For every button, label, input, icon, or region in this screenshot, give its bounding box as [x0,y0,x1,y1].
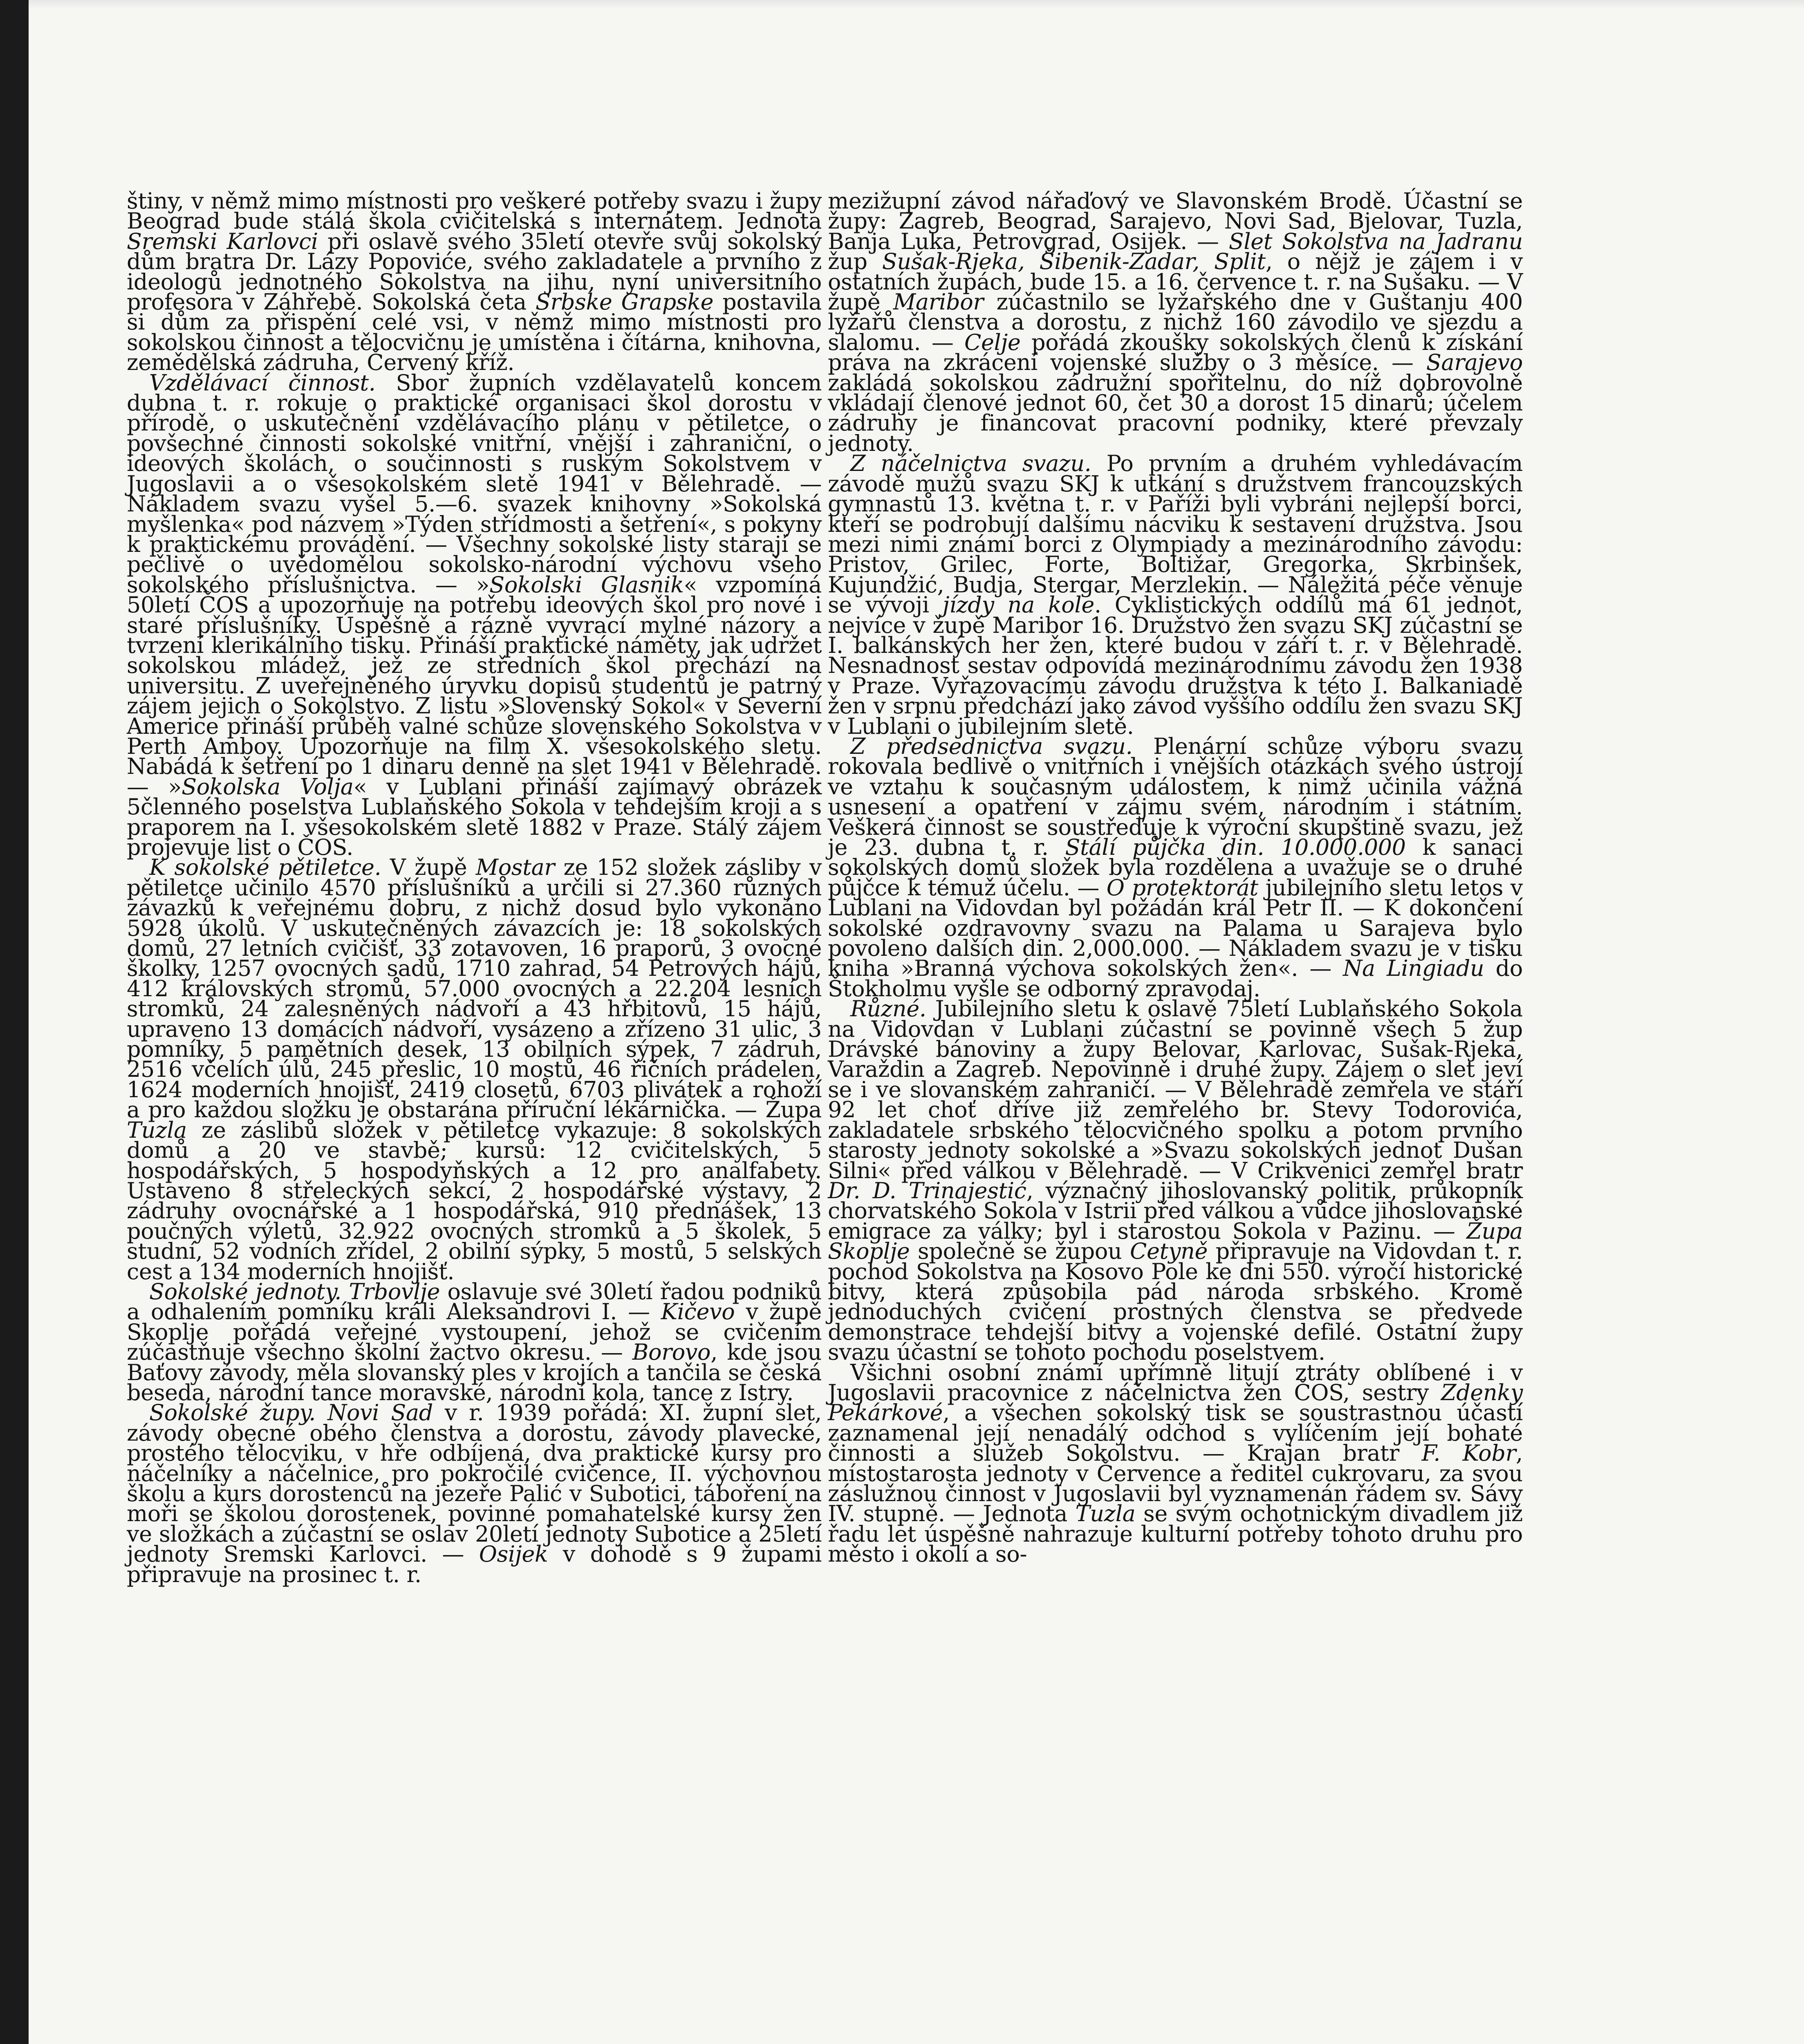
italic-text: Sokolské jednoty. [149,1278,342,1304]
text-run: žup [828,249,882,275]
text-run: Plenární schůze výboru svazu rokovala bedlivě o vnitřních i vnějších otázkách svého ústrojí ve vztahu k současným událostem, k nimž učinila vážná usnesení a opatření v zájmu svém, národním i státním. Veškerá činnost se soustřeďuje k výroční skupštině svazu, jež je 23. dubna t. r. [828,733,1523,860]
paragraph [127,1278,822,1405]
text-run: zúčastnilo se lyžařského dne v Guštanju 400 lyžařů členstva a dorostu, z nichž 160 závodilo ve sjezdu a slalomu. — [828,289,1523,355]
text-run: , význačný jihoslovanský politik, průkopník chorvatského Sokola v Istrii před válkou a vůdce jihoslovanské emigrace za války; byl i starostou Sokola v Pazinu. — [828,1177,1523,1244]
italic-text: Maribor [893,289,984,315]
italic-text: Srbske Grapske [535,289,714,315]
italic-text: Z předsednictva svazu. [850,733,1133,759]
italic-text: Tuzla [127,1117,187,1143]
italic-text: Cetyně [1130,1238,1208,1264]
italic-text: Mostar [475,854,555,881]
italic-text: K sokolské pětiletce. [149,854,381,881]
text-run: , o nějž je zájem i v ostatních župách, bude 15. a 16. července t. r. na Sušaku. — V župě [828,249,1523,315]
text-run: ze záslibů složek v pětiletce vykazuje: 8 sokolských domů a 20 ve stavbě; kursů: 12 cvičitelských, 5 hospodářských, 5 hospodyňských a 12 pro analfabety. Ustaveno 8 střeleckých sekcí, 2 hospodářské výstavy, 2 zádruhy ovocnářské a 1 hospodářská, 910 přednášek, 13 poučných výletů, 32.922 ovocných stromků a 5 školek, 5 studní, 52 vodních zřídel, 2 obilní sýpky, 5 mostů, 5 selských cest a 134 moderních hnojišť. [127,1117,822,1284]
scan-border [0,0,29,2044]
text-run: Všichni osobní známí upřímně litují ztráty oblíbené i v Jugoslavii pracovnice z náčelnictva žen ČOS, sestry [828,1359,1523,1405]
text-run: zakládá sokolskou zádružní spořitelnu, do níž dobrovolně vkládají členové jednot 60, čet 30 a dorost 15 dinarů; účelem zádruhy je financovat pracovní podniky, které převzaly jednoty. [828,370,1523,456]
paragraph [828,1359,1523,1567]
right-column [828,188,1523,1567]
paragraph [127,854,822,1284]
italic-text: Sokolski Glasnik [489,572,684,598]
text-run: k sanaci sokolských domů složek byla rozdělena a uvažuje se o druhé půjčce k témuž účelu. — [828,834,1523,901]
italic-text: Slet Sokolstva na Jadranu [1228,228,1523,254]
text-run: V župě [381,854,476,881]
paragraph [828,996,1523,1365]
italic-text: Sušak-Rjeka, Šibenik-Zadar, Split [882,249,1266,275]
italic-text: Vzdělávací činnost. [149,370,376,396]
text-run: Sbor župních vzdělavatelů koncem dubna t. r. rokuje o praktické organisaci škol dorostu v přírodě, o uskutečnění vzdělávacího plánu v pětiletce, o povšechné činnosti sokolské vnitřní, vnější i zahraniční, o ideových školách, o součinnosti s ruským Sokolstvem v Jugoslavii a o všesokolském sletě 1941 v Bělehradě. — Nákladem svazu vyšel 5.—6. svazek knihovny »Sokolská myšlenka« pod názvem »Týden střídmosti a šetření«, s pokyny k praktickému provádění. — Všechny sokolské listy starají se pečlivě o uvědomělou sokolsko-národní výchovu všeho sokolského příslušnictva. — » [127,370,822,598]
text-run: « vzpomíná 50letí ČOS a upozorňuje na potřebu ideových škol pro nové i staré příslušníky. Úspěšně a rázně vyvrací mylné názory a tvrzení klerikálního tisku. Přináší praktické náměty, jak udržet sokolskou mládež, jež ze středních škol přechází na universitu. Z uveřejněného úryvku dopisů studentů je patrný zájem jejich o Sokolstvo. Z listu »Slovenský Sokol« v Severní Americe přináší průběh valné schůze slovenského Sokolstva v Perth Amboy. Upozorňuje na film X. všesokolského sletu. Nabádá k šetření po 1 dinaru denně na slet 1941 v Bělehradě. — » [127,572,822,800]
paragraph [127,370,822,860]
italic-text: Sarajevo [1426,350,1523,376]
scan-top-shadow [29,0,1804,9]
paragraph [127,188,822,376]
italic-text: Tuzla [1075,1501,1136,1527]
italic-text: Stálí půjčka din. 10.000.000 [1065,834,1406,860]
document-page [29,9,1804,2044]
italic-text: Sokolska Volja [182,773,354,800]
italic-text: Celje [964,329,1021,355]
text-run: společně se župou [910,1238,1130,1264]
text-run: při oslavě svého 35letí otevře svůj sokolský dům bratra Dr. Lázy Popoviće, svého zakladatele a prvního z ideologů jednotného Sokolstva na jihu, nyní universitního profesora v Záhřebě. Sokolská četa [127,228,822,315]
text-run: v župě Skoplje pořádá veřejné vystoupení, jehož se cvičením zúčastňuje všechno školní žactvo okresu. — [127,1299,822,1365]
text-run: jubilejního sletu letos v Lublani na Vidovdan byl požádán král Petr II. — K dokončení sokolské ozdravovny svazu na Palama u Sarajeva bylo povoleno dalších din. 2,000.000. — Nákladem svazu je v tisku kniha »Branná výchova sokolských žen«. — [828,874,1523,982]
text-run: pořádá zkoušky sokolských členů k získání práva na zkrácení vojenské služby o 3 měsíce. — [828,329,1523,376]
italic-text: Novi Sad [327,1400,433,1426]
paragraph [828,450,1523,739]
text-run: Jubilejního sletu k oslavě 75letí Lublaňského Sokola na Vidovdan v Lublani zúčastní se povinně všech 5 žup Drávské bánoviny a župy Belovar, Karlovac, Sušak-Rjeka, Varaždin a Zagreb. Nepovinně i druhé župy. Zájem o slet jeví se i ve slovanském zahraničí. — V Bělehradě zemřela ve stáří 92 let choť dříve již zemřelého br. Stevy Todorovića, zakladatele srbského tělocvičného spolku a potom prvního starosty jednoty sokolské a »Svazu sokolských jednot Dušan Silni« před válkou v Bělehradě. — V Crikvenici zemřel bratr [828,996,1523,1183]
italic-text: Kičevo [661,1299,735,1325]
text-run: . Cyklistických oddílů má 61 jednot, nejvíce v župě Maribor 16. Družstvo žen svazu SKJ zúčastní se I. balkánských her žen, které budou v září t. r. v Bělehradě. Nesnadnost sestav odpovídá mezinárodnímu závodu žen 1938 v Praze. Vyřazovacímu závodu družstva k této I. Balkaniadě žen v srpnu předchází jako závod vyššího oddílu žen svazu SKJ v Lublani o jubilejním sletě. [828,592,1523,739]
italic-text: Dr. D. Trinajestić [828,1177,1026,1204]
text-run: připravuje na Vidovdan t. r. pochod Sokolstva na Kosovo Pole ke dni 550. výročí historické bitvy, která způsobila pád národa srbského. Kromě jednoduchých cvičení prostných členstva se předvede demonstrace tehdejší bitvy a vojenské defilé. Ostatní župy svazu účastní se tohoto pochodu poselstvem. [828,1238,1523,1365]
text-run: do Štokholmu vyšle se odborný zpravodaj. [828,955,1523,1002]
italic-text: Trbovlje [349,1278,440,1304]
text-run: , a všechen sokolský tisk se soustrastnou účastí zaznamenal její nenadálý odchod s vylíčením její bohaté činnosti a služeb Sokolstvu. — Krajan bratr [828,1400,1523,1466]
italic-text: jízdy na kole [942,592,1094,618]
italic-text: Župa Skoplje [828,1218,1523,1264]
italic-text: Sokolské župy. [149,1400,316,1426]
italic-text: Různé. [850,996,926,1022]
italic-text: F. Kobr [1421,1440,1516,1466]
italic-text: Borovo [632,1339,711,1365]
text-run: v r. 1939 pořádá: XI. župní slet, závody obecné obého členstva a dorostu, závody plavecké, prostého tělocviku, v hře odbíjená, dva praktické kursy pro náčelníky a náčelnice, pro pokročilé cvičence, II. výchovnou školu a kurs dorostenců na jezeře Palić v Subotici, táboření na moři se školou dorostenek, povinné pomahatelské kursy žen ve složkách a zúčastní se oslav 20letí jednoty Subotice a 25letí jednoty Sremski Karlovci. — [127,1400,822,1567]
paragraph [127,1400,822,1587]
text-run: oslavuje své 30letí řadou podniků a odhalením pomníku králi Aleksandrovi I. — [127,1278,822,1325]
italic-text: Z náčelnictva svazu. [850,450,1091,477]
italic-text: O protektorát [1106,874,1258,901]
italic-text: Na Lingiadu [1343,955,1484,982]
text-run: Po prvním a druhém vyhledávacím závodě mužů svazu SKJ k utkání s družstvem francouzských gymnastů 13. května t. r. v Paříži byli vybráni nejlepší borci, kteří se podrobují dalšímu nácviku k sestavení družstva. Jsou mezi nimi známí borci z Olympiady a mezinárodního závodu: Pristov, Grilec, Forte, Boltižar, Gregorka, Skrbinšek, Kujundžić, Budja, Stergar, Merzlekin. — Náležitá péče věnuje se vývoji [828,450,1523,618]
italic-text: Sremski Karlovci [127,228,318,254]
paragraph [828,188,1523,456]
text-run: v dohodě s 9 župami připravuje na prosinec t. r. [127,1541,822,1587]
italic-text: Osijek [479,1541,548,1567]
text-run: ze 152 složek zásliby v pětiletce učinilo 4570 příslušníků a určili si 27.360 různých závazků k veřejnému dobru, z nichž dosud bylo vykonáno 5928 úkolů. V uskutečněných závazcích je: 18 sokolských domů, 27 letních cvičišť, 33 zotavoven, 16 praporů, 3 ovocné školky, 1257 ovocných sadů, 1710 zahrad, 54 Petrových hájů, 412 královských stromů, 57.000 ovocných a 22.204 lesních stromků, 24 zalesněných nádvoří a 43 hřbitovů, 15 hájů, upraveno 13 domácích nádvoří, vysázeno a zřízeno 31 ulic, 3 pomníky, 5 pamětních desek, 13 obilních sýpek, 7 zádruh, 2516 včelích úlů, 245 přeslic, 10 mostů, 46 řičních prádelen, 1624 moderních hnojišť, 2419 closetů, 6703 plivátek a rohoží a pro každou složku je obstarána příruční lékárnička. — Župa [127,854,822,1123]
text-run: se svým ochotnickým divadlem již řadu let úspěšně nahrazuje kulturní potřeby tohoto druhu pro město i okolí a so- [828,1501,1523,1567]
text-run: postavila si dům za přispění celé vsi, v němž mimo místnosti pro sokolskou činnost a tělocvičnu je umístěna i čítárna, knihovna, zemědělská zádruha, Červený kříž. [127,289,822,376]
text-run: « v Lublani přináší zajímavý obrázek 5členného poselstva Lublaňského Sokola v tehdejším kroji a s praporem na I. všesokolském sletě 1882 v Praze. Stálý zájem projevuje list o ČOS. [127,773,822,860]
italic-text: Zdenky Pekárkové [828,1379,1523,1426]
text-run: štiny, v němž mimo místnosti pro veškeré potřeby svazu i župy Beograd bude stálá škola cvičitelská s internátem. Jednota [127,188,822,234]
left-column [127,188,822,1587]
text-run: , místostarosta jednoty v Července a ředitel cukrovaru, za svou záslužnou činnost v Jugoslavii byl vyznamenán řádem sv. Sávy IV. stupně. — Jednota [828,1440,1523,1527]
text-run: , kde jsou Baťovy závody, měla slovanský ples v krojích a tančila se česká beseda, národní tance moravské, národní kola, tance z Istry. [127,1339,822,1405]
paragraph [828,733,1523,1002]
text-run: mezižupní závod nářaďový ve Slavonském Brodě. Účastní se župy: Zagreb, Beograd, Sarajevo, Novi Sad, Bjelovar, Tuzla, Banja Luka, Petrovgrad, Osijek. — [828,188,1523,254]
